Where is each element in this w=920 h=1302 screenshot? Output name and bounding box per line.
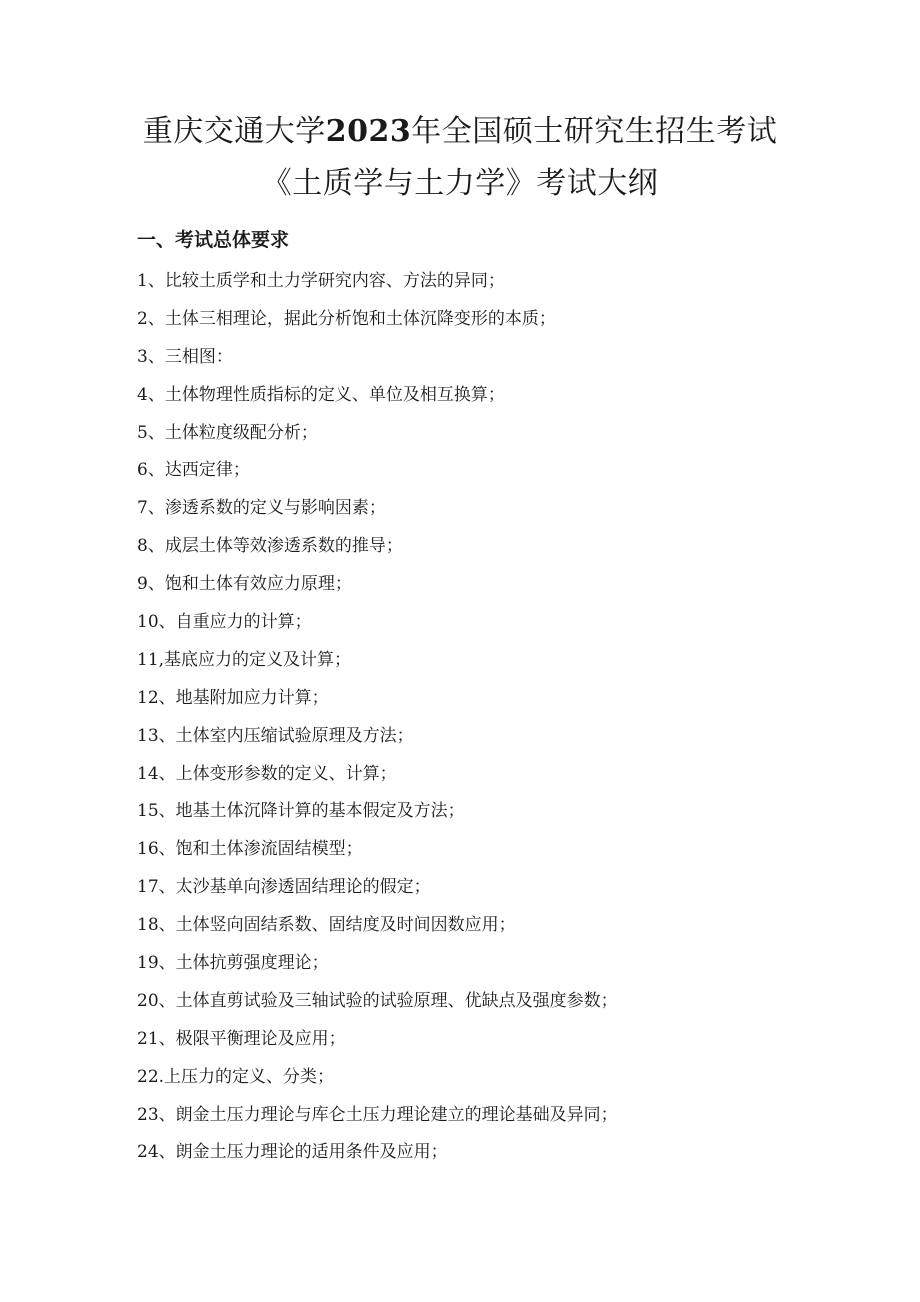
section-heading: 一、考试总体要求 [137, 229, 290, 251]
title-institution: 重庆交通大学 [142, 114, 326, 149]
list-item: 16、饱和土体渗流固结模型； [137, 839, 363, 860]
list-item: 2、土体三相理论，据此分析饱和土体沉降变形的本质； [137, 308, 556, 329]
title-exam-name: 年全国硕士研究生招生考试 [411, 114, 778, 149]
list-item: 1、比较土质学和土力学研究内容、方法的异同； [137, 271, 505, 291]
list-item: 12、地基附加应力计算； [137, 687, 329, 708]
list-item: 8、成层土体等效渗透系数的推导； [137, 536, 403, 557]
requirements-list [137, 266, 618, 1175]
list-item: 17、太沙基单向渗透固结理论的假定； [137, 877, 431, 898]
list-item: 20、土体直剪试验及三轴试验的试验原理、优缺点及强度参数； [137, 990, 618, 1011]
document-title-line-1 [0, 112, 920, 152]
list-item: 15、地基土体沉降计算的基本假定及方法； [137, 801, 465, 822]
title-year: 2023 [325, 114, 412, 149]
list-item: 11,基底应力的定义及计算； [137, 649, 352, 670]
list-item: 21、极限平衡理论及应用； [137, 1028, 346, 1049]
list-item: 13、土体室内压缩试验原理及方法； [137, 725, 414, 746]
list-item: 4、土体物理性质指标的定义、单位及相互换算； [137, 384, 505, 405]
list-item: 14、上体变形参数的定义、计算； [137, 763, 397, 784]
list-item: 18、土体竖向固结系数、固结度及时间因数应用； [137, 915, 516, 936]
list-item: 10、自重应力的计算； [137, 612, 312, 633]
list-item: 22.上压力的定义、分类； [137, 1066, 335, 1087]
list-item: 24、朗金土压力理论的适用条件及应用； [137, 1142, 448, 1163]
document-title-line-2: 《土质学与土力学》考试大纲 [261, 166, 659, 201]
list-item: 23、朗金土压力理论与库仑土压力理论建立的理论基础及异同； [137, 1104, 618, 1125]
list-item: 9、饱和土体有效应力原理； [137, 574, 352, 595]
list-item: 19、土体抗剪强度理论； [137, 953, 329, 974]
list-item: 5、土体粒度级配分析； [137, 422, 318, 443]
list-item: 7、渗透系数的定义与影响因素； [137, 498, 386, 519]
list-item: 3、三相图： [137, 346, 233, 367]
list-item: 6、达西定律； [137, 460, 250, 481]
